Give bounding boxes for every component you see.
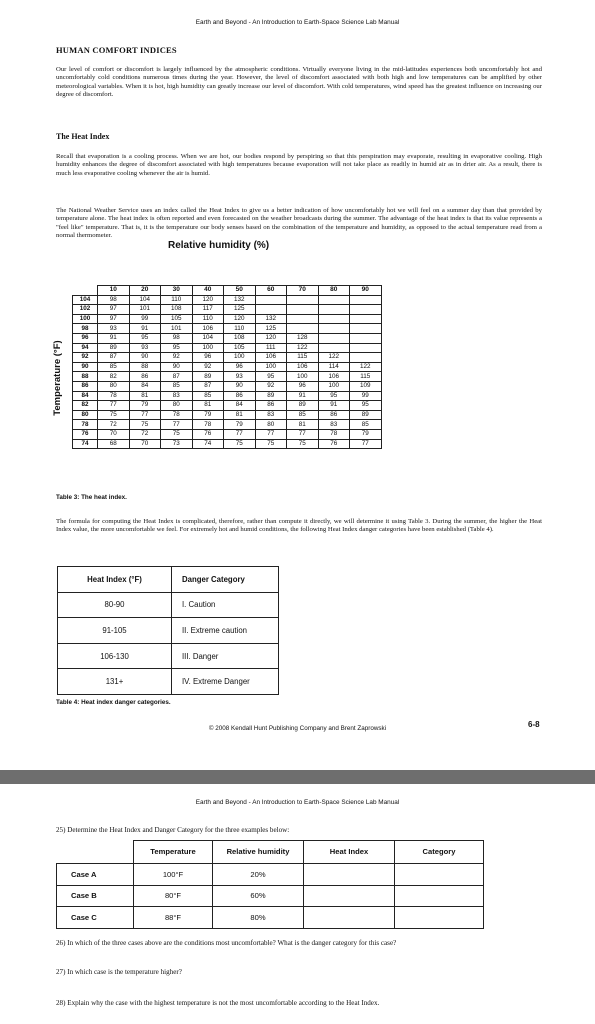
heat-index-cell: 70 <box>129 439 161 449</box>
heat-index-cell: 114 <box>318 362 350 372</box>
heat-index-cell <box>350 305 382 315</box>
heat-index-cell: 72 <box>98 420 130 430</box>
table-row <box>58 618 279 644</box>
heat-index-cell: 75 <box>98 410 130 420</box>
heat-index-cell: 99 <box>129 314 161 324</box>
heat-index-cell: 109 <box>350 381 382 391</box>
heat-index-cell: 98 <box>98 295 130 305</box>
heat-index-cell: 76 <box>192 429 224 439</box>
table-row <box>57 885 484 907</box>
heat-index-cell: 80 <box>255 420 287 430</box>
heat-index-cell: 81 <box>287 420 319 430</box>
intro-paragraph: Our level of comfort or discomfort is largely influenced by the atmospheric conditions. Virtually everyone living in the mid-latitudes experiences both uncomfortably hot and uncomfortably cold conditions numerous times during the year. However, the level of discomfort associated with both high and low temperatures can be amplified by other meteorological variables. When it is hot, high humidity can greatly increase our level of discomfort. With cold temperatures, wind speed has the greatest influence on increasing our degree of discomfort. <box>56 66 542 98</box>
heat-index-cell: 87 <box>98 353 130 363</box>
heat-index-cell: 73 <box>161 439 193 449</box>
case-temperature: 100°F <box>134 864 213 886</box>
heat-index-cell: 100 <box>255 362 287 372</box>
heat-index-cell: 100 <box>192 343 224 353</box>
heat-index-cell: 75 <box>224 439 256 449</box>
heat-index-cell <box>318 333 350 343</box>
temperature-column-header: Temperature <box>134 841 213 864</box>
temperature-row-label: 92 <box>73 353 98 363</box>
heat-index-cell: 95 <box>350 401 382 411</box>
heat-index-cell: 108 <box>224 333 256 343</box>
category-answer-cell[interactable] <box>395 907 484 929</box>
heat-index-cell <box>350 353 382 363</box>
temperature-row-label: 76 <box>73 429 98 439</box>
rh-column-header: 40 <box>192 286 224 296</box>
heat-index-cell: 79 <box>129 401 161 411</box>
table-row <box>58 643 279 669</box>
heat-index-cell: 83 <box>161 391 193 401</box>
heat-index-cell: 132 <box>224 295 256 305</box>
heat-index-cell: 99 <box>350 391 382 401</box>
heat-index-cell: 89 <box>192 372 224 382</box>
heat-index-cell: 78 <box>161 410 193 420</box>
table-row <box>73 439 382 449</box>
heat-index-cell: 91 <box>318 401 350 411</box>
heat-index-cell: 120 <box>255 333 287 343</box>
heat-index-cell: 106 <box>192 324 224 334</box>
heat-index-cell: 101 <box>129 305 161 315</box>
question-26: 26) In which of the three cases above are the conditions most uncomfortable? What is the danger category for this case? <box>56 939 397 947</box>
heat-index-cell: 95 <box>318 391 350 401</box>
heat-index-cell: 83 <box>255 410 287 420</box>
category-column-header: Category <box>395 841 484 864</box>
rh-column-header: 50 <box>224 286 256 296</box>
heat-index-range: 91-105 <box>58 618 172 644</box>
heat-index-cell: 96 <box>224 362 256 372</box>
case-temperature: 80°F <box>134 885 213 907</box>
running-header: Earth and Beyond - An Introduction to Earth-Space Science Lab Manual <box>195 19 400 26</box>
heat-index-cell: 77 <box>98 401 130 411</box>
heat-index-cell: 117 <box>192 305 224 315</box>
heat-index-cell: 78 <box>192 420 224 430</box>
heat-index-cell: 110 <box>224 324 256 334</box>
danger-category-table <box>57 566 279 695</box>
heat-index-cell: 77 <box>161 420 193 430</box>
temperature-row-label: 104 <box>73 295 98 305</box>
heat-index-cell: 79 <box>350 429 382 439</box>
heat-index-cell: 93 <box>129 343 161 353</box>
heat-index-cell: 89 <box>287 401 319 411</box>
heat-index-cell: 75 <box>129 420 161 430</box>
table-3-caption: Table 3: The heat index. <box>56 494 127 501</box>
table-row <box>73 333 382 343</box>
table-row <box>73 401 382 411</box>
heat-index-cell: 83 <box>318 420 350 430</box>
heat-index-answer-cell[interactable] <box>304 907 395 929</box>
heat-index-cell: 77 <box>350 439 382 449</box>
rh-column-header: 20 <box>129 286 161 296</box>
heat-index-cell <box>287 314 319 324</box>
heat-index-cell: 105 <box>224 343 256 353</box>
table-row <box>73 391 382 401</box>
heat-index-cell: 79 <box>192 410 224 420</box>
heat-index-cell: 110 <box>161 295 193 305</box>
heat-index-range: 131+ <box>58 669 172 695</box>
heat-index-cell: 80 <box>161 401 193 411</box>
heat-index-cell: 85 <box>287 410 319 420</box>
formula-paragraph: The formula for computing the Heat Index is complicated, therefore, rather than compute it directly, we will determine it using Table 3. During the summer, the higher the Heat Index value, the more uncomfortable we feel. For extremely hot and humid conditions, the following Heat Index danger categories have been established (Table 4). <box>56 518 542 534</box>
heat-index-cell: 128 <box>287 333 319 343</box>
heat-index-cell: 106 <box>287 362 319 372</box>
heat-index-cell <box>350 333 382 343</box>
table-row <box>58 592 279 618</box>
heat-index-cell: 86 <box>224 391 256 401</box>
temperature-row-label: 100 <box>73 314 98 324</box>
table-row <box>73 314 382 324</box>
table-row <box>57 907 484 929</box>
heat-index-cell: 100 <box>318 381 350 391</box>
heat-index-cell: 90 <box>129 353 161 363</box>
heat-index-cell: 111 <box>255 343 287 353</box>
table-corner <box>73 286 98 296</box>
table-row <box>73 343 382 353</box>
heat-index-cell: 105 <box>161 314 193 324</box>
rh-column-header: 60 <box>255 286 287 296</box>
heat-index-cell: 92 <box>192 362 224 372</box>
heat-index-column-header: Heat Index (°F) <box>58 567 172 593</box>
heat-index-cell: 95 <box>161 343 193 353</box>
temperature-row-label: 84 <box>73 391 98 401</box>
case-relative-humidity: 80% <box>213 907 304 929</box>
case-table <box>56 840 484 929</box>
heat-index-range: 80-90 <box>58 592 172 618</box>
heat-index-cell: 75 <box>161 429 193 439</box>
temperature-row-label: 102 <box>73 305 98 315</box>
heat-index-cell: 80 <box>98 381 130 391</box>
heat-index-cell: 115 <box>350 372 382 382</box>
table-row <box>73 420 382 430</box>
relative-humidity-column-header: Relative humidity <box>213 841 304 864</box>
category-answer-cell[interactable] <box>395 885 484 907</box>
heat-index-cell: 77 <box>129 410 161 420</box>
table-row <box>58 669 279 695</box>
heat-index-cell: 81 <box>129 391 161 401</box>
heat-index-cell: 132 <box>255 314 287 324</box>
table-4-caption: Table 4: Heat index danger categories. <box>56 699 171 706</box>
heat-index-cell <box>287 324 319 334</box>
heat-index-cell: 86 <box>129 372 161 382</box>
danger-category: III. Danger <box>172 643 279 669</box>
rh-column-header: 10 <box>98 286 130 296</box>
heat-index-cell: 90 <box>161 362 193 372</box>
danger-category-column-header: Danger Category <box>172 567 279 593</box>
heat-index-cell: 85 <box>350 420 382 430</box>
case-relative-humidity: 20% <box>213 864 304 886</box>
heat-index-cell: 77 <box>287 429 319 439</box>
category-answer-cell[interactable] <box>395 864 484 886</box>
table-row <box>73 429 382 439</box>
heat-index-cell: 91 <box>287 391 319 401</box>
case-label: Case B <box>57 885 134 907</box>
heat-index-cell: 77 <box>255 429 287 439</box>
section-title: HUMAN COMFORT INDICES <box>56 45 177 55</box>
heat-index-cell: 89 <box>98 343 130 353</box>
heat-index-cell: 125 <box>224 305 256 315</box>
heat-index-cell: 89 <box>350 410 382 420</box>
table-row <box>57 864 484 886</box>
heat-index-cell: 74 <box>192 439 224 449</box>
question-27: 27) In which case is the temperature higher? <box>56 968 182 976</box>
table-row <box>73 410 382 420</box>
heat-index-cell <box>318 314 350 324</box>
heat-index-cell: 77 <box>224 429 256 439</box>
rh-column-header: 30 <box>161 286 193 296</box>
heat-index-cell <box>255 305 287 315</box>
heat-index-cell: 95 <box>255 372 287 382</box>
heat-index-cell <box>287 295 319 305</box>
heat-index-cell: 90 <box>224 381 256 391</box>
heat-index-cell <box>350 295 382 305</box>
copyright-footer: © 2008 Kendall Hunt Publishing Company and Brent Zaprowski <box>208 725 387 732</box>
danger-category: IV. Extreme Danger <box>172 669 279 695</box>
heat-index-cell: 75 <box>255 439 287 449</box>
heat-index-cell: 89 <box>255 391 287 401</box>
evaporation-paragraph: Recall that evaporation is a cooling process. When we are hot, our bodies respond by perspiring so that this perspiration may evaporate, resulting in evaporative cooling. High humidity enhances the degree of discomfort associated with high temperatures because evaporation will not take place as readily in humid air as in drier air. As a result, there is much less evaporative cooling whenever the air is humid. <box>56 153 542 177</box>
heat-index-cell: 87 <box>192 381 224 391</box>
heat-index-cell: 85 <box>161 381 193 391</box>
heat-index-header-row <box>73 286 382 296</box>
heat-index-cell <box>350 314 382 324</box>
temperature-row-label: 88 <box>73 372 98 382</box>
heat-index-cell: 78 <box>318 429 350 439</box>
temperature-row-label: 78 <box>73 420 98 430</box>
temperature-row-label: 96 <box>73 333 98 343</box>
heat-index-cell: 70 <box>98 429 130 439</box>
heat-index-cell: 72 <box>129 429 161 439</box>
danger-category: II. Extreme caution <box>172 618 279 644</box>
table-row <box>73 353 382 363</box>
rh-column-header: 90 <box>350 286 382 296</box>
heat-index-cell <box>350 324 382 334</box>
table-row <box>73 295 382 305</box>
temperature-row-label: 80 <box>73 410 98 420</box>
heat-index-cell: 95 <box>129 333 161 343</box>
heat-index-table <box>72 285 382 449</box>
table-row <box>73 362 382 372</box>
heat-index-range: 106-130 <box>58 643 172 669</box>
heat-index-cell: 97 <box>98 314 130 324</box>
heat-index-cell: 122 <box>350 362 382 372</box>
heat-index-cell: 86 <box>255 401 287 411</box>
heat-index-cell: 122 <box>318 353 350 363</box>
heat-index-answer-cell[interactable] <box>304 864 395 886</box>
temperature-row-label: 94 <box>73 343 98 353</box>
rh-column-header: 80 <box>318 286 350 296</box>
question-28: 28) Explain why the case with the highest temperature is not the most uncomfortable according to the Heat Index. <box>56 999 380 1007</box>
case-relative-humidity: 60% <box>213 885 304 907</box>
heat-index-cell <box>318 343 350 353</box>
temperature-row-label: 90 <box>73 362 98 372</box>
relative-humidity-title: Relative humidity (%) <box>168 240 270 251</box>
heat-index-cell: 81 <box>224 410 256 420</box>
heat-index-cell: 106 <box>255 353 287 363</box>
running-header-page-2: Earth and Beyond - An Introduction to Earth-Space Science Lab Manual <box>195 799 400 806</box>
heat-index-cell: 76 <box>318 439 350 449</box>
case-label: Case A <box>57 864 134 886</box>
heat-index-cell: 96 <box>287 381 319 391</box>
heat-index-cell: 96 <box>192 353 224 363</box>
heat-index-cell: 78 <box>98 391 130 401</box>
heat-index-cell <box>287 305 319 315</box>
heat-index-cell: 84 <box>224 401 256 411</box>
rh-column-header: 70 <box>287 286 319 296</box>
heat-index-cell: 86 <box>318 410 350 420</box>
page-number: 6-8 <box>528 720 540 729</box>
table-row <box>73 381 382 391</box>
heat-index-cell: 101 <box>161 324 193 334</box>
heat-index-cell: 85 <box>192 391 224 401</box>
heat-index-cell: 85 <box>98 362 130 372</box>
heat-index-cell <box>318 295 350 305</box>
heat-index-cell: 98 <box>161 333 193 343</box>
temperature-row-label: 98 <box>73 324 98 334</box>
heat-index-cell: 100 <box>224 353 256 363</box>
heat-index-cell: 125 <box>255 324 287 334</box>
case-label: Case C <box>57 907 134 929</box>
heat-index-cell: 120 <box>192 295 224 305</box>
heat-index-cell: 92 <box>161 353 193 363</box>
heat-index-column-header: Heat Index <box>304 841 395 864</box>
heat-index-cell: 88 <box>129 362 161 372</box>
heat-index-cell: 115 <box>287 353 319 363</box>
temperature-row-label: 74 <box>73 439 98 449</box>
heat-index-cell: 92 <box>255 381 287 391</box>
heat-index-cell: 120 <box>224 314 256 324</box>
heat-index-cell: 97 <box>98 305 130 315</box>
heat-index-cell: 106 <box>318 372 350 382</box>
heat-index-cell: 110 <box>192 314 224 324</box>
heat-index-cell: 91 <box>98 333 130 343</box>
heat-index-cell <box>318 305 350 315</box>
case-table-corner <box>57 841 134 864</box>
heat-index-cell: 122 <box>287 343 319 353</box>
heat-index-cell: 87 <box>161 372 193 382</box>
case-temperature: 88°F <box>134 907 213 929</box>
heat-index-cell: 91 <box>129 324 161 334</box>
heat-index-cell: 75 <box>287 439 319 449</box>
heat-index-cell <box>318 324 350 334</box>
heat-index-title: The Heat Index <box>56 132 110 141</box>
question-25: 25) Determine the Heat Index and Danger Category for the three examples below: <box>56 826 290 834</box>
table-row <box>73 305 382 315</box>
heat-index-cell: 82 <box>98 372 130 382</box>
temperature-row-label: 86 <box>73 381 98 391</box>
heat-index-cell: 84 <box>129 381 161 391</box>
heat-index-cell: 104 <box>192 333 224 343</box>
temperature-row-label: 82 <box>73 401 98 411</box>
heat-index-cell: 100 <box>287 372 319 382</box>
heat-index-cell: 104 <box>129 295 161 305</box>
temperature-axis-label: Temperature (°F) <box>52 340 63 416</box>
heat-index-cell: 79 <box>224 420 256 430</box>
table-row <box>73 324 382 334</box>
heat-index-cell: 93 <box>98 324 130 334</box>
heat-index-cell: 108 <box>161 305 193 315</box>
heat-index-cell <box>255 295 287 305</box>
heat-index-cell: 93 <box>224 372 256 382</box>
heat-index-cell <box>350 343 382 353</box>
nws-paragraph: The National Weather Service uses an index called the Heat Index to give us a better indication of how uncomfortably hot we will feel on a summer day than that provided by temperature alone. The heat index is often reported and even forecasted on the weather broadcasts during the summer. The advantage of the heat index is that its value represents a "feel like" temperature. That is, it is the temperature our body senses based on the combination of the temperature and humidity, as opposed to the actual temperature read from a normal thermometer. <box>56 207 542 239</box>
table-row <box>73 372 382 382</box>
danger-category: I. Caution <box>172 592 279 618</box>
heat-index-cell: 81 <box>192 401 224 411</box>
heat-index-answer-cell[interactable] <box>304 885 395 907</box>
heat-index-cell: 68 <box>98 439 130 449</box>
